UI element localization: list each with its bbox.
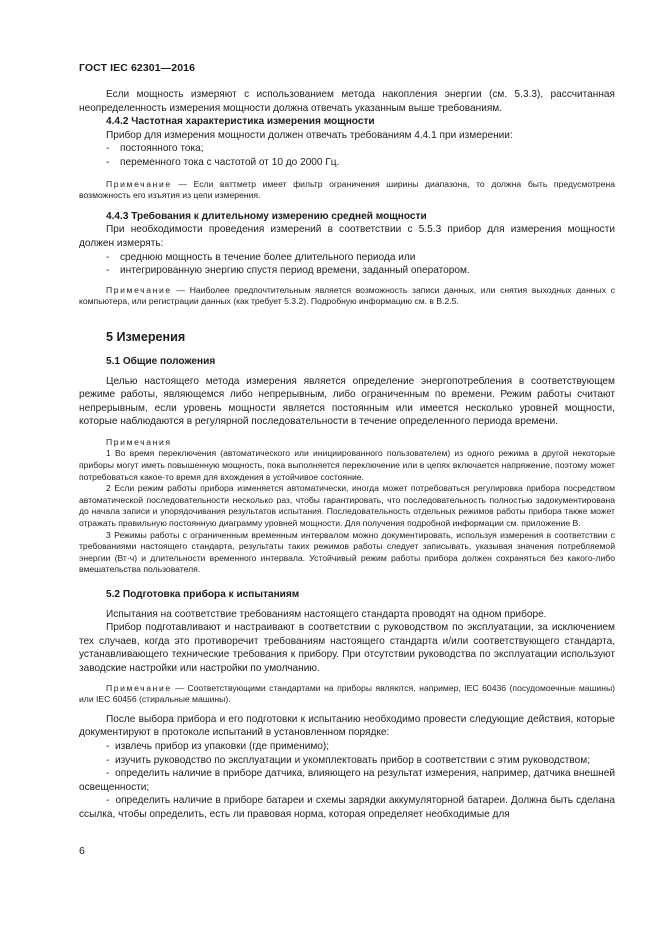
paragraph-5-2-a: Испытания на соответствие требованиям настоящего стандарта проводят на одном приборе. <box>106 608 547 620</box>
note-4-4-3: Примечание — Наиболее предпочтительным является возможность записи данных, или снятия выходных данных с компьютера, или регистрации данных (как требует 5.3.2). Подробную информацию см. в В.2.5. <box>79 284 615 307</box>
paragraph-5-2-c: После выбора прибора и его подготовки к испытанию необходимо провести следующие действия, которые документируют в протоколе испытаний в установленном порядке: <box>79 713 615 739</box>
paragraph-5-2-b: Прибор подготавливают и настраивают в соответствии с руководством по эксплуатации, за исключением тех случаев, когда это противоречит требованиям настоящего стандарта и/или соответствующего стандарта, устанавливающего технические требования к прибору. При отсутствии руководства по эксплуатации используют заводские настройки или настройки по умолчанию. <box>79 622 615 674</box>
document-header: ГОСТ IEC 62301—2016 <box>79 62 196 74</box>
page-content <box>79 88 615 822</box>
list-item: - переменного тока с частотой от 10 до 2000 Гц. <box>106 156 340 168</box>
list-item: - интегрированную энергию спустя период времени, заданный оператором. <box>106 265 470 277</box>
page-number: 6 <box>79 845 85 857</box>
paragraph-4-4-3: При необходимости проведения измерений в соответствии с 5.5.3 прибор для измерения мощности должен измерять: <box>79 224 615 249</box>
heading-4-4-2: 4.4.2 Частотная характеристика измерения мощности <box>106 116 375 128</box>
heading-4-4-3: 4.4.3 Требования к длительному измерению средней мощности <box>106 210 427 222</box>
list-item: - определить наличие в приборе батареи и схемы зарядки аккумуляторной батареи. Должна быть сделана ссылка, чтобы определить, есть ли правовая норма, которая определяет необходимые для <box>79 795 615 820</box>
heading-section-5: 5 Измерения <box>106 329 186 344</box>
note-5-2: Примечание — Соответствующими стандартами на приборы являются, например, IEC 60436 (посудомоечные машины) или IEC 60456 (стиральные машины). <box>79 682 616 705</box>
heading-5-1: 5.1 Общие положения <box>106 355 216 367</box>
list-item: - среднюю мощность в течение более длительного периода или <box>106 251 416 263</box>
note-5-1-2: 2 Если режим работы прибора изменяется автоматически, иногда может потребоваться регулировка прибора посредством автоматической последовательности несколько раз, чтобы гарантировать, что последовательность полностью задокументирована до начала записи и упорядочивания результатов испытания. Последовательность отдельных режимов работы прибора также может отражать правильную постоянную диаграмму уровней мощности. Для получения подробной информации см. приложение В. <box>79 483 615 529</box>
paragraph-intro: Если мощность измеряют с использованием метода накопления энергии (см. 5.3.3), рассчитанная неопределенность измерения мощности должна отвечать указанным выше требованиям. <box>79 89 615 114</box>
notes-label-5-1: Примечания <box>106 436 172 447</box>
list-item: - определить наличие в приборе датчика, влияющего на результат измерения, например, датчика внешней освещенности; <box>79 768 615 793</box>
list-item: - изучить руководство по эксплуатации и укомплектовать прибор в соответствии с этим руководством; <box>106 754 591 766</box>
list-item: - постоянного тока; <box>106 143 204 155</box>
note-5-1-3: 3 Режимы работы с ограниченным временным интервалом можно документировать, используя измерения в соответствии с требованиями настоящего стандарта, результаты таких режимов работы следует записывать, указывая значения потребляемой энергии (Вт·ч) и длительности временного интервала. Устойчивый режим работы прибора должен сохраняться без какого-либо вмешательства пользователя. <box>79 529 615 575</box>
paragraph-4-4-2: Прибор для измерения мощности должен отвечать требованиям 4.4.1 при измерении: <box>106 129 513 141</box>
list-item: - извлечь прибор из упаковки (где применимо); <box>106 740 330 752</box>
heading-5-2: 5.2 Подготовка прибора к испытаниям <box>106 589 300 600</box>
paragraph-5-1: Целью настоящего метода измерения является определение энергопотребления в соответствующем режиме работы, являющемся либо непрерывным, либо ограниченным по времени. Режим работы считают непрерывным, если уровень мощности является постоянным или имеется несколько уровней мощности, которые наблюдаются в регулярной последовательности в течение определенного периода времени. <box>79 375 615 428</box>
note-4-4-2: Примечание — Если ваттметр имеет фильтр ограничения ширины диапазона, то должна быть предусмотрена возможность его изъятия из цепи измерения. <box>79 178 615 201</box>
note-5-1-1: 1 Во время переключения (автоматического или инициированного пользователем) из одного режима в другой некоторые приборы могут иметь повышенную мощность, пока выполняется переключение или в цепях включается напряжение, поэтому может потребоваться какое-то время для вхождения в устойчивое состояние. <box>79 448 615 482</box>
